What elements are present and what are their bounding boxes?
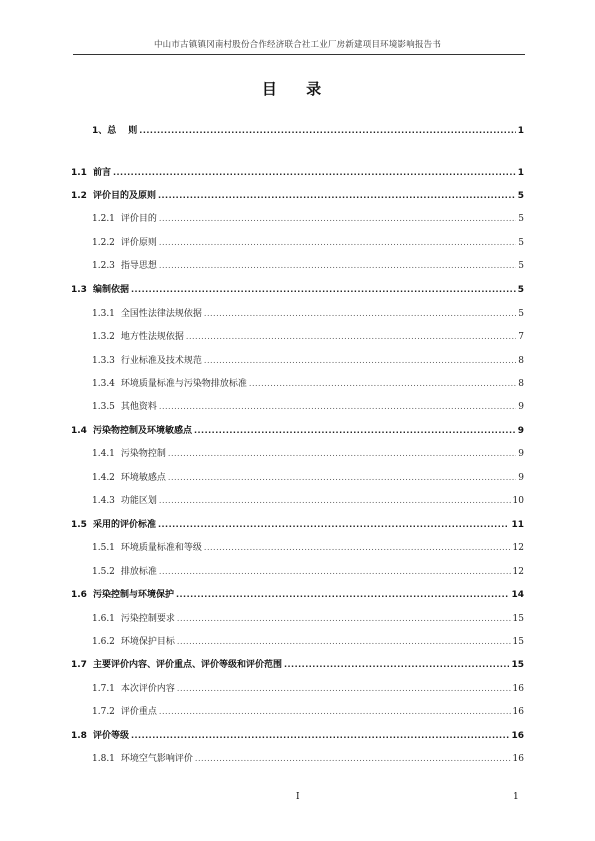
- toc-entry-label: 环境质量标准与污染物排放标准: [120, 379, 247, 389]
- toc-entry-1-2-2[interactable]: [92, 237, 524, 249]
- toc-entry-label: 评价原则: [120, 238, 157, 248]
- toc-entry-1-3-4[interactable]: [92, 378, 524, 390]
- toc-entry-1-7[interactable]: [71, 659, 524, 671]
- toc-dot-leader: [158, 519, 510, 531]
- toc-entry-label: 指导思想: [120, 261, 157, 271]
- toc-entry-1-5[interactable]: [71, 519, 524, 531]
- toc-entry-page: 5: [517, 191, 524, 201]
- toc-entry-page: 11: [511, 520, 524, 530]
- toc-entry-1-3-1[interactable]: [92, 308, 524, 320]
- toc-entry-page: 1: [517, 126, 524, 136]
- toc-entry-label: 行业标准及技术规范: [120, 356, 202, 366]
- toc-entry-1-7-2[interactable]: [92, 706, 524, 718]
- toc-entry-label: 评价等级: [92, 731, 129, 741]
- toc-entry-label: 环境敏感点: [120, 473, 166, 483]
- toc-entry-page: 8: [518, 379, 524, 389]
- toc-dot-leader: [139, 125, 515, 137]
- toc-entry-number: 1.3.5: [92, 402, 115, 412]
- toc-dot-leader: [131, 284, 516, 296]
- page-header: 中山市古镇镇冈南村股份合作经济联合社工业厂房新建项目环境影响报告书: [153, 40, 442, 50]
- toc-dot-leader: [204, 542, 511, 554]
- page-number-roman: I: [296, 792, 300, 802]
- toc-entry-number: 1.3.3: [92, 356, 115, 366]
- toc-entry-label: 功能区划: [120, 496, 157, 506]
- toc-entry-page: 16: [512, 684, 524, 694]
- toc-entry-number: 1.1: [71, 168, 87, 178]
- toc-entry-number: 1.3: [71, 285, 87, 295]
- toc-entry-page: 5: [518, 309, 524, 319]
- toc-entry-number: 1.6.1: [92, 614, 115, 624]
- toc-entry-number: 1.4.1: [92, 449, 115, 459]
- toc-entry-page: 16: [512, 707, 524, 717]
- toc-entry-label: 环境空气影响评价: [120, 754, 193, 764]
- toc-entry-page: 16: [512, 754, 524, 764]
- toc-entry-label: 污染物控制: [120, 449, 166, 459]
- toc-entry-number: 1.6: [71, 590, 87, 600]
- toc-dot-leader: [284, 659, 510, 671]
- toc-entry-page: 9: [518, 402, 524, 412]
- toc-entry-label: 污染控制与环境保护: [92, 590, 174, 600]
- toc-entry-label: 本次评价内容: [120, 684, 175, 694]
- toc-entry-number: 1.5: [71, 520, 87, 530]
- toc-entry-1-5-1[interactable]: [92, 542, 524, 554]
- toc-entry-page: 7: [518, 332, 524, 342]
- toc-entry-label: 环境质量标准和等级: [120, 543, 202, 553]
- toc-entry-page: 14: [511, 590, 524, 600]
- toc-entry-page: 5: [518, 261, 524, 271]
- toc-entry-page: 9: [518, 449, 524, 459]
- toc-entry-1-8[interactable]: [71, 730, 524, 742]
- toc-entry-1-3-3[interactable]: [92, 355, 524, 367]
- toc-dot-leader: [159, 260, 516, 272]
- toc-dot-leader: [159, 213, 516, 225]
- toc-entry-label: 评价目的: [120, 214, 157, 224]
- toc-entry-number: 1.2.3: [92, 261, 115, 271]
- toc-entry-1[interactable]: [92, 125, 524, 137]
- toc-dot-leader: [168, 448, 516, 460]
- header-divider: [73, 54, 525, 55]
- toc-entry-1-6-2[interactable]: [92, 636, 524, 648]
- toc-entry-number: 1.4: [71, 426, 87, 436]
- toc-entry-number: 1.7.2: [92, 707, 115, 717]
- toc-entry-number: 1.5.1: [92, 543, 115, 553]
- toc-entry-page: 1: [517, 168, 524, 178]
- toc-entry-number: 1.2.1: [92, 214, 115, 224]
- toc-dot-leader: [204, 355, 516, 367]
- toc-entry-1-1[interactable]: [71, 167, 524, 179]
- toc-dot-leader: [159, 495, 511, 507]
- toc-entry-number: 1.8: [71, 731, 87, 741]
- toc-entry-label: 排放标准: [120, 567, 157, 577]
- toc-entry-label: 污染控制要求: [120, 614, 175, 624]
- toc-entry-number: 1.4.2: [92, 473, 115, 483]
- toc-dot-leader: [168, 472, 516, 484]
- toc-entry-1-3-5[interactable]: [92, 401, 524, 413]
- toc-dot-leader: [195, 753, 511, 765]
- toc-dot-leader: [177, 683, 511, 695]
- toc-entry-page: 15: [511, 660, 524, 670]
- toc-entry-1-4-3[interactable]: [92, 495, 524, 507]
- toc-entry-page: 5: [518, 214, 524, 224]
- toc-entry-1-2-1[interactable]: [92, 213, 524, 225]
- toc-entry-number: 1.4.3: [92, 496, 115, 506]
- toc-entry-1-7-1[interactable]: [92, 683, 524, 695]
- toc-entry-page: 12: [512, 543, 524, 553]
- toc-entry-1-2[interactable]: [71, 190, 524, 202]
- toc-dot-leader: [131, 730, 510, 742]
- toc-entry-number: 1.8.1: [92, 754, 115, 764]
- toc-entry-label: 其他资料: [120, 402, 157, 412]
- toc-dot-leader: [159, 237, 516, 249]
- toc-entry-label: 则: [128, 126, 138, 136]
- toc-dot-leader: [204, 308, 516, 320]
- toc-entry-page: 12: [512, 567, 524, 577]
- toc-dot-leader: [113, 167, 516, 179]
- toc-dot-leader: [159, 401, 516, 413]
- toc-entry-page: 10: [512, 496, 524, 506]
- toc-entry-1-6-1[interactable]: [92, 613, 524, 625]
- toc-dot-leader: [159, 566, 511, 578]
- toc-entry-number: 1.7.1: [92, 684, 115, 694]
- toc-dot-leader: [158, 190, 516, 202]
- toc-dot-leader: [177, 636, 511, 648]
- toc-entry-label: 污染物控制及环境敏感点: [92, 426, 192, 436]
- toc-entry-1-3-2[interactable]: [92, 331, 524, 343]
- toc-entry-label: 评价目的及原则: [92, 191, 156, 201]
- toc-entry-page: 9: [518, 473, 524, 483]
- toc-entry-page: 15: [512, 637, 524, 647]
- toc-title: 目 录: [261, 80, 334, 98]
- toc-entry-1-4-1[interactable]: [92, 448, 524, 460]
- toc-dot-leader: [176, 589, 510, 601]
- toc-entry-label: 前言: [92, 168, 111, 178]
- toc-entry-label: 全国性法律法规依据: [120, 309, 202, 319]
- toc-entry-1-4-2[interactable]: [92, 472, 524, 484]
- toc-entry-page: 9: [517, 426, 524, 436]
- toc-entry-page: 16: [511, 731, 524, 741]
- toc-dot-leader: [194, 425, 516, 437]
- toc-entry-number: 1.6.2: [92, 637, 115, 647]
- toc-dot-leader: [186, 331, 516, 343]
- toc-entry-label: 编制依据: [92, 285, 129, 295]
- toc-entry-1-5-2[interactable]: [92, 566, 524, 578]
- toc-entry-number: 1.2: [71, 191, 87, 201]
- toc-entry-number: 1.3.4: [92, 379, 115, 389]
- toc-entry-label: 环境保护目标: [120, 637, 175, 647]
- toc-entry-page: 5: [517, 285, 524, 295]
- toc-entry-number: 1、总: [92, 126, 117, 136]
- toc-entry-page: 5: [518, 238, 524, 248]
- toc-entry-number: 1.7: [71, 660, 87, 670]
- toc-entry-1-8-1[interactable]: [92, 753, 524, 765]
- toc-entry-page: 8: [518, 356, 524, 366]
- toc-entry-1-6[interactable]: [71, 589, 524, 601]
- toc-entry-page: 15: [512, 614, 524, 624]
- toc-entry-1-4[interactable]: [71, 425, 524, 437]
- toc-entry-label: 采用的评价标准: [92, 520, 156, 530]
- toc-entry-label: 地方性法规依据: [120, 332, 184, 342]
- toc-entry-1-3[interactable]: [71, 284, 524, 296]
- toc-entry-1-2-3[interactable]: [92, 260, 524, 272]
- toc-entry-number: 1.3.1: [92, 309, 115, 319]
- toc-entry-label: 评价重点: [120, 707, 157, 717]
- toc-dot-leader: [159, 706, 511, 718]
- toc-dot-leader: [249, 378, 516, 390]
- toc-entry-label: 主要评价内容、评价重点、评价等级和评价范围: [92, 660, 282, 670]
- toc-entry-number: 1.2.2: [92, 238, 115, 248]
- toc-entry-number: 1.3.2: [92, 332, 115, 342]
- toc-dot-leader: [177, 613, 511, 625]
- toc-entry-number: 1.5.2: [92, 567, 115, 577]
- page-number: 1: [513, 792, 519, 802]
